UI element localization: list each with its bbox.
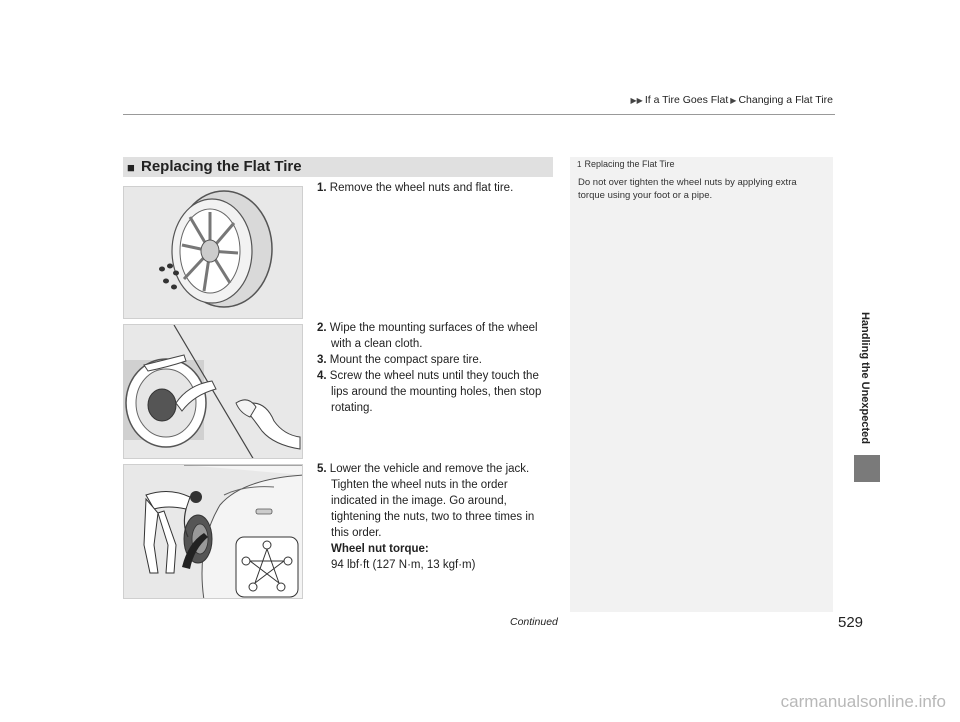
note-marker-icon: 1 xyxy=(577,160,582,169)
step-text: Remove the wheel nuts and flat tire. xyxy=(329,182,514,194)
wheel-illustration xyxy=(124,187,303,319)
figure-wipe-hub xyxy=(123,324,303,459)
chapter-label: Handling the Unexpected xyxy=(859,311,871,445)
section-square-icon: ■ xyxy=(127,160,135,175)
figure-tighten-nuts xyxy=(123,464,303,599)
torque-value: 94 lbf·ft (127 N·m, 13 kgf·m) xyxy=(331,559,476,571)
torque-label: Wheel nut torque: xyxy=(331,543,429,555)
breadcrumb xyxy=(629,94,833,106)
step-4: 4. Screw the wheel nuts until they touch the xyxy=(317,370,539,382)
page-number: 529 xyxy=(838,614,864,631)
note-text: Do not over tighten the wheel nuts by applying extra torque using your foot or a pipe. xyxy=(578,177,797,201)
step-3: 3. Mount the compact spare tire. xyxy=(317,354,482,366)
step-1 xyxy=(317,180,553,196)
continued-label: Continued xyxy=(510,616,558,628)
breadcrumb-current: Changing a Flat Tire xyxy=(738,94,833,106)
chapter-tab xyxy=(854,455,880,482)
watermark: carmanualsonline.info xyxy=(780,692,946,711)
hub-wiping-illustration xyxy=(124,325,303,459)
breadcrumb-parent: If a Tire Goes Flat xyxy=(644,94,729,106)
step-number: 1. xyxy=(317,182,327,194)
section-title: Replacing the Flat Tire xyxy=(141,158,302,175)
figure-remove-wheel xyxy=(123,186,303,319)
step-2: 2. Wipe the mounting surfaces of the wheel xyxy=(317,322,538,334)
tightening-illustration xyxy=(124,465,303,599)
step-5: 5. Lower the vehicle and remove the jack. Tighten the wheel nuts in the order indicated in the image. Go around, tightening the nuts, two to three times in this order. Wheel nut torque: 94 lbf·ft (127 N·m, 13 kgf·m) xyxy=(317,461,553,573)
side-note xyxy=(570,157,833,612)
header-rule xyxy=(123,114,835,115)
note-heading: 1 Replacing the Flat Tire xyxy=(577,159,675,169)
section-header xyxy=(123,157,553,177)
triangle-right-icon: ▶▶ xyxy=(630,96,643,105)
triangle-right-icon: ▶ xyxy=(730,96,737,105)
steps-2-4: 2. Wipe the mounting surfaces of the wheel with a clean cloth. 3. Mount the compact spare tire. 4. Screw the wheel nuts until they touch the lips around the mounting holes, then stop rotating. xyxy=(317,320,553,416)
